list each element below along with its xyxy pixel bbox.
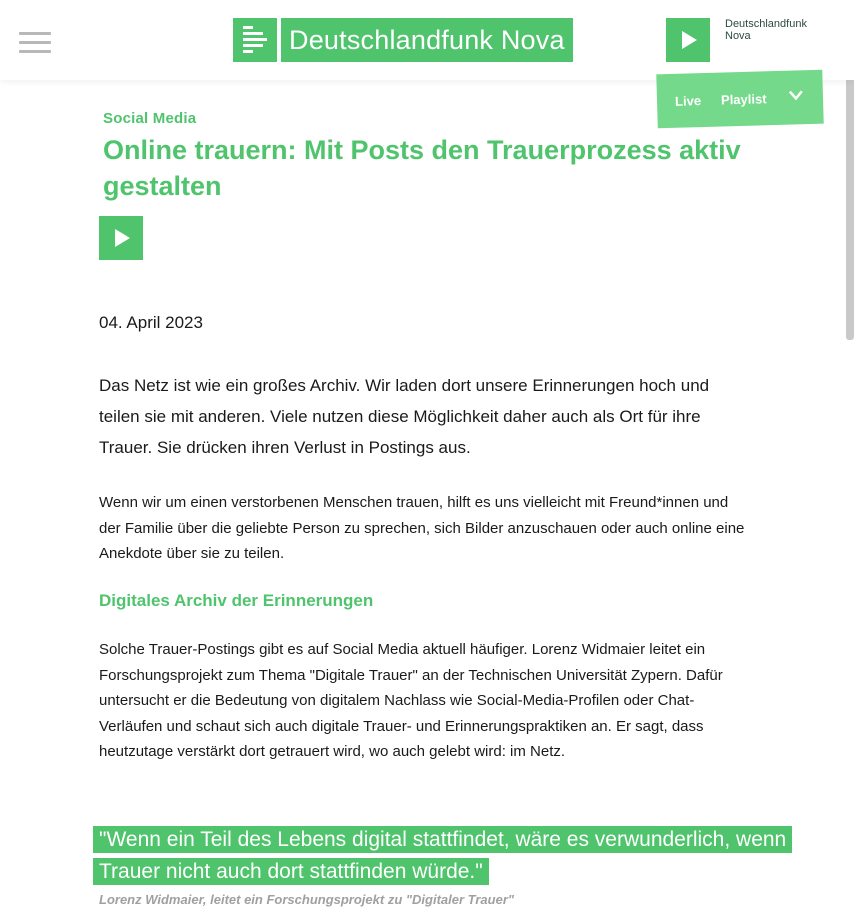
article-title: Online trauern: Mit Posts den Trauerprozess aktiv gestalten [103, 135, 741, 201]
player-bar [656, 70, 823, 129]
dlf-logo-icon[interactable] [233, 18, 277, 62]
chevron-down-icon[interactable] [787, 86, 805, 104]
play-icon [99, 216, 143, 260]
page-scrollbar[interactable] [846, 70, 854, 340]
live-button[interactable]: Live [674, 93, 702, 109]
play-icon [666, 18, 710, 62]
article-paragraph: Solche Trauer-Postings gibt es auf Social Media aktuell häufiger. Lorenz Widmaier leitet ein Forschungsprojekt zum Thema "Digitale Trauer" an der Technischen Universität Zypern. Dafür untersucht er die Bedeutung von digitalem Nachlass wie Social-Media-Profilen oder Chat-Verläufen und schaut sich auch digitale Trauer- und Erinnerungspraktiken an. Er sagt, dass heutzutage verstärkt dort getrauert wird, wo auch gelebt wird: im Netz. [99, 641, 723, 760]
quote-source: Lorenz Widmaier, leitet ein Forschungsprojekt zu "Digitaler Trauer" [99, 892, 515, 907]
article-date: 04. April 2023 [99, 313, 203, 332]
article-subheading: Digitales Archiv der Erinnerungen [99, 591, 374, 610]
brand-name[interactable]: Deutschlandfunk Nova [281, 18, 573, 62]
article-play-button[interactable] [99, 216, 143, 260]
playlist-button[interactable]: Playlist [720, 91, 767, 108]
hamburger-icon[interactable] [19, 32, 51, 54]
article-teaser: Das Netz ist wie ein großes Archiv. Wir laden dort unsere Erinnerungen hoch und teilen sie mit anderen. Viele nutzen diese Möglichkeit daher auch als Ort für ihre Trauer. Sie drücken ihren Verlust in Postings aus. [99, 376, 710, 457]
article-paragraph: Wenn wir um einen verstorbenen Menschen trauen, hilft es uns vielleicht mit Freund*innen und der Familie über die geliebte Person zu sprechen, sich Bilder anzuschauen oder auch online eine Anekdote über sie zu teilen. [99, 494, 745, 562]
article-kicker[interactable]: Social Media [103, 110, 197, 127]
pull-quote-text: "Wenn ein Teil des Lebens digital stattfindet, wäre es verwunderlich, wenn Trauer nicht auch dort stattfinden würde." [93, 826, 792, 885]
site-header [0, 0, 854, 80]
station-name: Deutschlandfunk Nova [725, 18, 807, 42]
station-play-button[interactable] [666, 18, 710, 62]
pull-quote [93, 824, 793, 888]
